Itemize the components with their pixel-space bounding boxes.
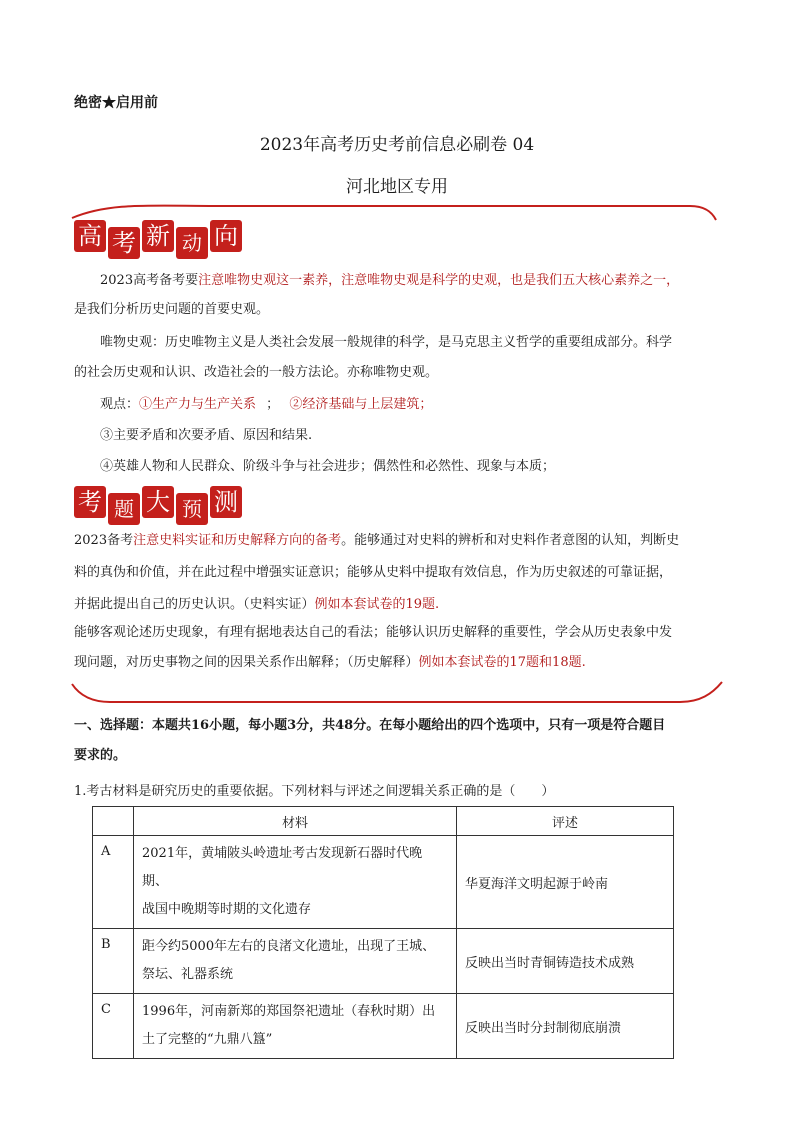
trend-p1-b: 注意唯物史观这一素养，注意唯物史观是科学的史观，也是我们五大核心素养之一， [198, 273, 680, 288]
trend-p1-line1 [100, 266, 679, 295]
row-comment: 华夏海洋文明起源于岭南 [457, 836, 674, 929]
predict-banner [74, 486, 242, 525]
view-item-4: ④英雄人物和人民群众、阶级斗争与社会进步；偶然性和必然性、现象与本质； [100, 459, 556, 474]
trend-tile-2: 考 [108, 227, 140, 259]
trend-view-line [100, 390, 432, 419]
predict-p1-line3-b: 例如本套试卷的19题. [314, 597, 440, 612]
table-row [93, 836, 674, 929]
table-header-comment: 评述 [457, 807, 674, 836]
trend-p2-line1: 唯物史观：历史唯物主义是人类社会发展一般规律的科学，是马克思主义哲学的重要组成部分。科学 [100, 335, 673, 350]
row-material-line1: 距今约5000年左右的良渚文化遗址，出现了王城、 [142, 939, 436, 954]
row-material [134, 836, 457, 929]
predict-tile-2: 题 [108, 493, 140, 525]
section-heading-line2: 要求的。 [74, 748, 127, 763]
table-header-row [93, 807, 674, 836]
row-label: B [93, 929, 134, 994]
predict-p2-line2 [74, 648, 586, 677]
trend-p2-line2: 的社会历史观和认识、改造社会的一般方法论。亦称唯物史观。 [74, 365, 439, 380]
view-label: 观点： [100, 397, 140, 412]
section-heading-line1: 一、选择题：本题共16小题，每小题3分，共48分。在每小题给出的四个选项中，只有一项是符合题目 [74, 718, 666, 733]
view-item-1: ①生产力与生产关系 [139, 397, 257, 412]
row-material-line1: 2021年，黄埔陂头岭遗址考古发现新石器时代晚期、 [142, 846, 423, 889]
predict-p2-line1: 能够客观论述历史现象，有理有据地表达自己的看法；能够认识历史解释的重要性，学会从历史表象中发 [74, 625, 673, 640]
table-row [93, 994, 674, 1059]
row-material-line2: 土了完整的“九鼎八簋” [142, 1032, 273, 1047]
view-item-2: ②经济基础与上层建筑； [289, 397, 433, 412]
row-label: A [93, 836, 134, 929]
table-header-material: 材料 [134, 807, 457, 836]
predict-p1-line3 [74, 590, 439, 619]
secret-label: 绝密★启用前 [74, 95, 158, 111]
row-material-line2: 战国中晚期等时期的文化遗存 [142, 902, 312, 917]
predict-p1-line3-a: 并据此提出自己的历史认识。（史料实证） [74, 597, 315, 612]
trend-p1-line2: 是我们分析历史问题的首要史观。 [74, 302, 270, 317]
predict-tile-5: 测 [210, 486, 242, 518]
row-comment: 反映出当时分封制彻底崩溃 [457, 994, 674, 1059]
predict-p1-b: 注意史料实证和历史解释方向的备考 [133, 533, 342, 548]
row-comment: 反映出当时青铜铸造技术成熟 [457, 929, 674, 994]
trend-p1-a: 2023高考备考要 [100, 273, 199, 288]
table-row [93, 929, 674, 994]
view-item-3: ③主要矛盾和次要矛盾、原因和结果. [100, 428, 313, 443]
table-header-label [93, 807, 134, 836]
predict-p1-c: 。能够通过对史料的辨析和对史料作者意图的认知，判断史 [341, 533, 680, 548]
question-1-table [92, 806, 674, 1059]
view-sep: ； [266, 397, 280, 412]
trend-tile-4: 动 [176, 227, 208, 259]
row-label: C [93, 994, 134, 1059]
trend-banner [74, 220, 242, 259]
predict-p2-line2-a: 现问题，对历史事物之间的因果关系作出解释；（历史解释） [74, 655, 419, 670]
predict-p1-line1 [74, 526, 679, 555]
predict-p1-a: 2023备考 [74, 533, 134, 548]
exam-title: 2023年高考历史考前信息必刷卷 04 [259, 135, 535, 155]
predict-tile-3: 大 [142, 486, 174, 518]
row-material [134, 929, 457, 994]
row-material-line2: 祭坛、礼器系统 [142, 967, 234, 982]
predict-p2-line2-b: 例如本套试卷的17题和18题. [418, 655, 586, 670]
exam-subtitle: 河北地区专用 [346, 177, 448, 197]
row-material [134, 994, 457, 1059]
predict-p1-line2: 料的真伪和价值，并在此过程中增强实证意识；能够从史料中提取有效信息，作为历史叙述的可靠证据， [74, 565, 673, 580]
predict-tile-4: 预 [176, 493, 208, 525]
predict-tile-1: 考 [74, 486, 106, 518]
trend-tile-3: 新 [142, 220, 174, 252]
trend-tile-1: 高 [74, 220, 106, 252]
question-1-stem: 1.考古材料是研究历史的重要依据。下列材料与评述之间逻辑关系正确的是（ ） [74, 784, 555, 799]
row-material-line1: 1996年，河南新郑的郑国祭祀遗址（春秋时期）出 [142, 1004, 436, 1019]
trend-tile-5: 向 [210, 220, 242, 252]
